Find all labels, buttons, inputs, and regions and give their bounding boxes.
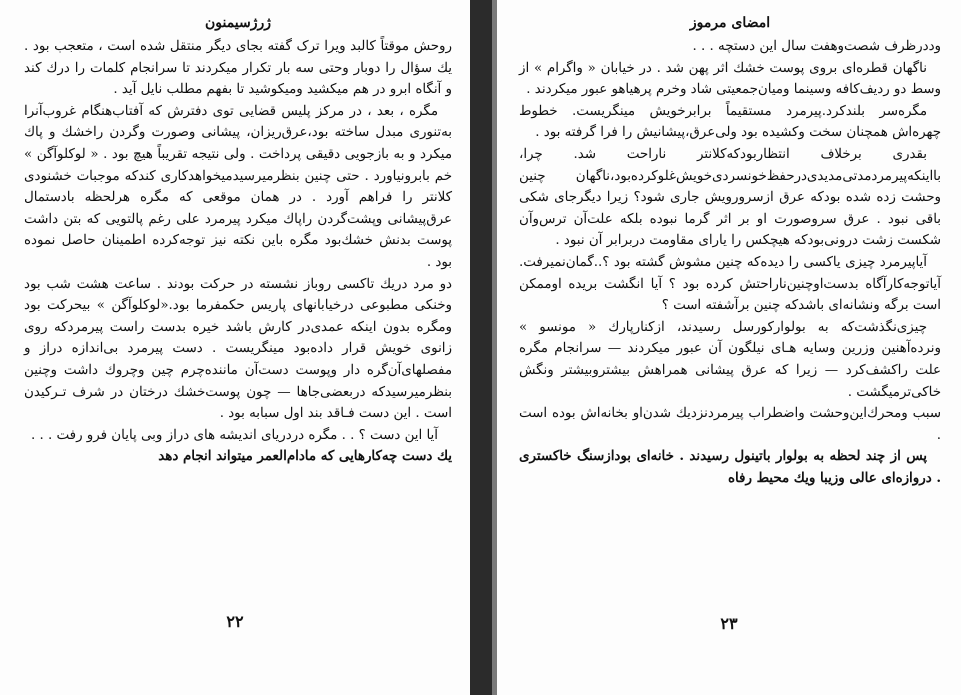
running-head: ژرژسیمنون [204,15,272,31]
paragraph: سبب ومحرك‌این‌وحشت واضطراب پیرمردنزدیك شدن‌او بخانه‌اش بوده است . [519,406,941,443]
left-page [0,0,470,695]
paragraph: چیزی‌نگذشت‌که به بولوارکورسل رسیدند، ازکنارپارك « مونسو » ونرده‌آهنین وزرین وسایه هـای نیلگون آن عبور میکردند — سرانجام مگره علت راکشف‌کرد — زیرا که عرق پیشانی همراهش بیشتروبیشتر ونگش خاکی‌ترمیگشت . [519,319,941,400]
paragraph: آیاپیرمرد چیزی یاکسی را دیده‌که چنین مشوش گشته بود ؟..گمان‌نمیرفت. آیاتوجه‌کارآگاه بدست‌اوچنین‌ناراحتش کرده بود ؟ آیا انگشت بریده‌ اوممکن است برگه ونشانه‌ای باشدکه چنین برآشفته است ؟ [519,254,941,314]
body-text [519,36,941,489]
paragraph: یك دست چه‌کارهایی که مادام‌العمر میتواند انجام دهد [158,448,452,465]
page-number: ۲۲ [226,612,244,631]
paragraph: پس از چند لحظه به بولوار باتینول رسیدند . خانه‌ای بودازسنگ خاکستری . دروازه‌ای عالی وزیبا ویك محیط رفاه [519,448,941,486]
paragraph: وددرظرف شصت‌وهفت سال این دستچه . . . [692,39,941,54]
paragraph: روحش موقتاً کالبد ویرا ترک گفته بجای دیگر منتقل شده است ، متعجب بود . یك سؤال را دوبار وحتی سه بار تکرار میکردند تا سرانجام کلمات را درك کند و آنگاه ابرو در هم میکشید ومیکوشید تا بفهم مطلب نایل آید . [24,39,452,98]
paragraph: مگره ، بعد ، در مرکز پلیس قضایی توی دفترش که آفتاب‌هنگام غروب‌آنرا به‌تنوری مبدل ساخته بود،عرق‌ریزان، پیشانی وصورت وگردن راخشك و پاك میکرد و به بازجویی دقیقی پرداخت . ولی نتیجه تقریباً هیچ بود . « لوکلوآگن » خم بابرونیاورد . حتی چنین بنظرمیرسیدمیخواهدکاری کندکه موجبات خشنودی کلانتر را فراهم آورد . در همان موقعی که مگره هرلحظه بادستمال عرق‌پیشانی وپشت‌گردن راپاك میکرد پیرمرد علی رغم پالتویی که بتن داشت پوست بدنش خشك‌بود مگره باین نکته نیز توجه‌کرده اطمینان حاصل نموده بود . [24,103,452,270]
page-number: ۲۳ [720,614,738,633]
paragraph: بقدری برخلاف انتظاربودکه‌کلانتر ناراحت شد. چرا، بااینکه‌پیرمرد‌مدتی‌مدیدی‌درحفظ‌خونسردی‌خویش‌غلوکرده‌بود،ناگهان چنین وحشت زده شده بودکه عرق ازسرورویش جاری شود؟ زیرا دیگرجای شکی باقی نبود . عرق سروصورت او بر اثر گرما نبوده بلکه علت‌آن ترس‌وآن شکست زشت درونی‌بودکه هیچکس را یارای مقاومت دربرابر آن نبود . [519,146,941,249]
paragraph: ناگهان قطره‌ای بروی پوست خشك اثر پهن شد . در خیابان « واگرام » از وسط دو ردیف‌کافه وسینما ومیان‌جمعیتی شاد وخرم پرهیاهو عبور میکردند . [519,60,941,98]
paragraph: آیا این دست ؟ . . مگره دردریای اندیشه های دراز وبی پایان فرو رفت . . . [30,427,438,443]
right-page [497,0,961,695]
running-head: امضای مرموز [689,15,771,31]
paragraph: دو مرد دریك تاکسی روباز نشسته در حرکت بودند . ساعت هشت شب بود وخنکی مطبوعی درخیابانهای پاریس حکمفرما بود.«لوکلوآگن » بیحرکت بود ومگره بدون اینکه عمدی‌در کارش باشد خیره بدست راست پیرمردکه روی زانوی خویش قرار داده‌بود مینگریست . دست پیرمرد بی‌اندازه دراز و مفصلهای‌آن‌گره دار وپوست دست‌آن ماننده‌چرم چین وچروك داشت وچنین بنظرمیرسیدکه دربعضی‌جاها — چون پوست‌خشك درختان در شرف تـرکیدن است . این دست فـاقد بند اول سبابه بود . [24,276,452,422]
book-gutter [470,0,497,695]
paragraph: مگره‌سر بلندکرد.پیرمرد مستقیماً برابرخویش مینگریست. خطوط چهره‌اش همچنان سخت وکشیده بود ولی‌عرق،پیشانیش را فرا گرفته بود . [519,103,941,141]
body-text [24,36,452,468]
